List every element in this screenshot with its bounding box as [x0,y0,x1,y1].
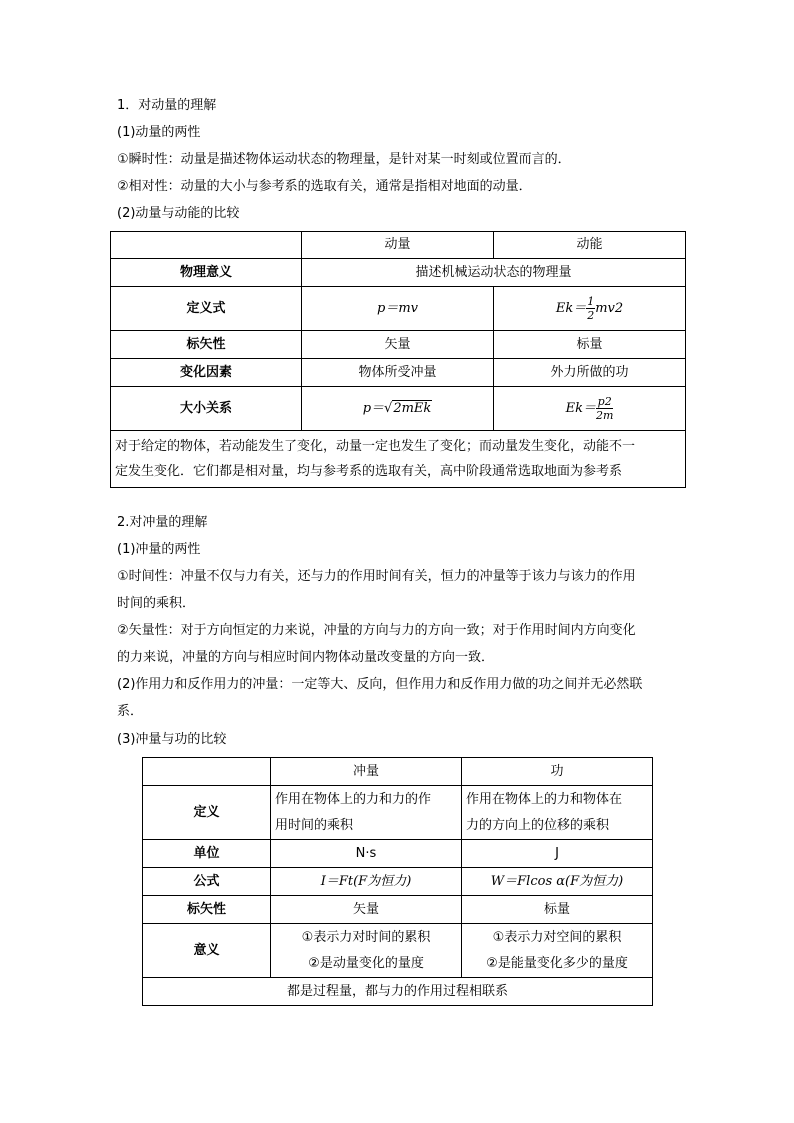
impulse-work-table [142,757,653,1006]
sec1-para1: (1)动量的两性 [117,125,201,140]
table2-cell [462,924,653,978]
table2-cell: N·s [271,840,462,868]
table1-cell: p＝mv [302,287,494,331]
sec1-para3: ②相对性：动量的大小与参考系的选取有关，通常是指相对地面的动量． [117,179,532,194]
numerator: 1 [587,295,595,308]
cell-line: ②是能量变化多少的量度 [486,955,628,971]
table2-row [143,840,653,868]
note-line: 对于给定的物体，若动能发生了变化，动量一定也发生了变化；而动量发生变化，动能不一 [115,439,636,454]
table1-row-label: 变化因素 [111,359,302,387]
table2-cell: 标量 [462,896,653,924]
table1-cell-formula [494,287,686,331]
momentum-kinetic-table [110,231,686,488]
table1-header-momentum: 动量 [302,232,494,259]
table1-row-label: 定义式 [111,287,302,331]
table1-row-label: 大小关系 [111,387,302,431]
table1-note [111,431,686,488]
table1-header-row [111,232,686,259]
table2-row-label: 标矢性 [143,896,271,924]
table2-row [143,786,653,840]
sec1-para4: (2)动量与动能的比较 [117,206,240,221]
table1-row [111,359,686,387]
table2-cell: J [462,840,653,868]
section2-title: 2.对冲量的理解 [117,515,208,530]
section1-title: 1．对动量的理解 [117,98,217,113]
table1-cell-formula: p＝√2mEk [302,387,494,431]
table2-header-work: 功 [462,758,653,786]
sec2-para3a: ②矢量性：对于方向恒定的力来说，冲量的方向与力的方向一致；对于作用时间内方向变化 [117,623,636,638]
table1-corner [111,232,302,259]
sec2-para2a: ①时间性：冲量不仅与力有关，还与力的作用时间有关，恒力的冲量等于该力与该力的作用 [117,569,636,584]
fraction [596,395,613,422]
numerator: p2 [597,395,612,408]
table2-cell: I＝Ft(F为恒力) [271,868,462,896]
denominator: 2m [595,409,614,422]
table2-cell: 矢量 [271,896,462,924]
table1-cell-formula [494,387,686,431]
table2-row-label: 公式 [143,868,271,896]
table2-cell: W＝Flcos α(F为恒力) [462,868,653,896]
formula-part: mv2 [595,301,624,316]
table2-row-label: 意义 [143,924,271,978]
table1-cell: 标量 [494,331,686,359]
table2-corner [143,758,271,786]
note-line: 定发生变化．它们都是相对量，均与参考系的选取有关，高中阶段通常选取地面为参考系 [115,464,623,479]
denominator: 2 [587,309,595,322]
sec2-para2b: 时间的乘积． [117,596,196,611]
table2-row-label: 单位 [143,840,271,868]
sec2-para4a: (2)作用力和反作用力的冲量：一定等大、反向，但作用力和反作用力做的功之间并无必然联 [117,677,643,692]
table2-cell [271,786,462,840]
table2-row-label: 定义 [143,786,271,840]
table1-header-kinetic: 动能 [494,232,686,259]
table1-cell: 外力所做的功 [494,359,686,387]
sec2-para1: (1)冲量的两性 [117,542,201,557]
table1-row [111,331,686,359]
sqrt-radicand: 2mEk [393,400,432,416]
table2-row [143,924,653,978]
table2-note-row [143,978,653,1006]
formula-part: p＝ [362,400,385,416]
sec1-para2: ①瞬时性：动量是描述物体运动状态的物理量，是针对某一时刻或位置而言的． [117,152,571,167]
cell-line: 用时间的乘积 [275,817,354,833]
sec2-para4b: 系． [117,704,144,719]
cell-line: ①表示力对空间的累积 [492,929,622,945]
table1-row [111,287,686,331]
cell-line: ①表示力对时间的累积 [301,929,431,945]
table2-cell [271,924,462,978]
table1-cell: 物体所受冲量 [302,359,494,387]
table2-row [143,868,653,896]
table1-row [111,387,686,431]
formula-part: Ek＝ [565,401,596,416]
table2-header-row [143,758,653,786]
sec2-para3b: 的力来说，冲量的方向与相应时间内物体动量改变量的方向一致． [117,650,495,665]
formula-part: Ek＝ [555,301,587,316]
table1-row-label: 物理意义 [111,259,302,287]
table1-cell: 矢量 [302,331,494,359]
table2-cell [462,786,653,840]
table2-row [143,896,653,924]
table1-row [111,259,686,287]
table2-header-impulse: 冲量 [271,758,462,786]
sec2-para5: (3)冲量与功的比较 [117,732,227,747]
cell-line: 作用在物体上的力和力的作 [275,791,432,807]
cell-line: 力的方向上的位移的乘积 [466,817,610,833]
table1-row-label: 标矢性 [111,331,302,359]
cell-line: ②是动量变化的量度 [308,955,424,971]
fraction [586,295,595,322]
table2-note: 都是过程量，都与力的作用过程相联系 [143,978,653,1006]
table1-note-row [111,431,686,488]
cell-line: 作用在物体上的力和物体在 [466,791,623,807]
table1-cell: 描述机械运动状态的物理量 [302,259,686,287]
